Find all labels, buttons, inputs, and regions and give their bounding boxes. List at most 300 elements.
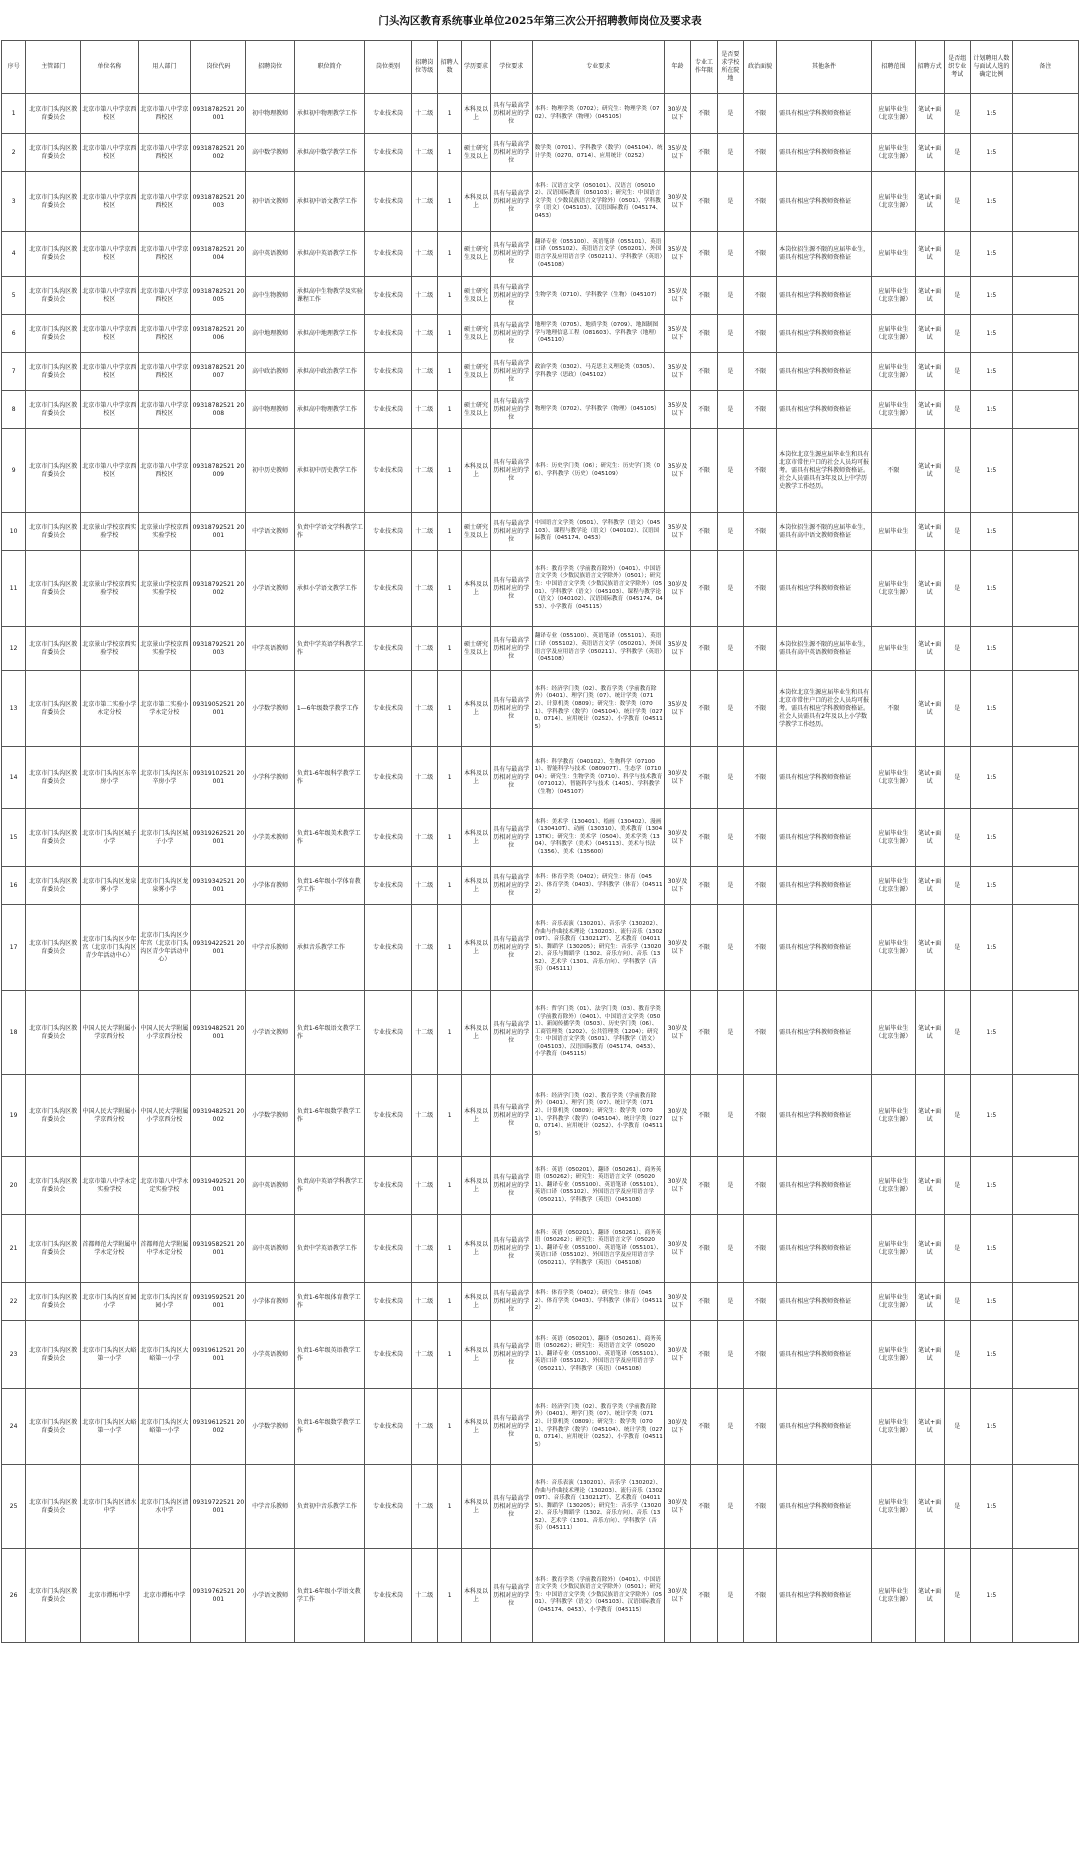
cell-other: 需具有相应学科教师资格证 [777, 1321, 872, 1389]
cell-years: 不限 [691, 1549, 717, 1643]
cell-intro: 承担高中地理教学工作 [294, 315, 364, 353]
cell-level: 十二级 [411, 232, 437, 277]
cell-other: 本岗位招生源不限的应届毕业生，需具有高中英语教师资格证 [777, 627, 872, 671]
cell-method: 笔试+面试 [915, 1389, 944, 1465]
cell-post: 小学语文教师 [246, 991, 294, 1075]
cell-age: 30岁及以下 [664, 1075, 690, 1157]
cell-scope: 应届毕业生（北京生源） [871, 391, 915, 429]
cell-degree: 具有与最高学历相对应的学位 [490, 905, 532, 991]
cell-ratio: 1:5 [970, 1389, 1012, 1465]
cell-intro: 承担高中政治教学工作 [294, 353, 364, 391]
cell-school: 是 [717, 513, 743, 551]
cell-user: 中国人民大学附属小学京西分校 [138, 991, 191, 1075]
cell-edu: 本科及以上 [462, 1321, 491, 1389]
cell-unit: 北京市第八中学京西校区 [81, 353, 138, 391]
cell-no: 4 [2, 232, 26, 277]
cell-code: 09318782521 20006 [191, 315, 246, 353]
cell-ratio: 1:5 [970, 747, 1012, 809]
cell-code: 09318782521 20001 [191, 94, 246, 134]
cell-age: 35岁及以下 [664, 277, 690, 315]
cell-pol: 不限 [744, 1283, 777, 1321]
cell-exam: 是 [944, 513, 970, 551]
cell-post: 小学数学教师 [246, 1075, 294, 1157]
cell-degree: 具有与最高学历相对应的学位 [490, 551, 532, 627]
cell-no: 7 [2, 353, 26, 391]
cell-age: 30岁及以下 [664, 172, 690, 232]
cell-cat: 专业技术岗 [365, 1215, 411, 1283]
cell-code: 09319262521 20001 [191, 809, 246, 867]
column-header: 招聘范围 [871, 41, 915, 94]
cell-no: 14 [2, 747, 26, 809]
cell-cat: 专业技术岗 [365, 277, 411, 315]
cell-edu: 硕士研究生及以上 [462, 232, 491, 277]
cell-scope: 不限 [871, 671, 915, 747]
cell-major: 政治学类（0302）、马克思主义理论类（0305）、学科教学（思政）（045102） [532, 353, 664, 391]
cell-degree: 具有与最高学历相对应的学位 [490, 429, 532, 513]
cell-method: 笔试+面试 [915, 1075, 944, 1157]
cell-unit: 北京市第八中学京西校区 [81, 315, 138, 353]
column-header: 年龄 [664, 41, 690, 94]
cell-user: 北京市第二实验小学永定分校 [138, 671, 191, 747]
cell-ratio: 1:5 [970, 1465, 1012, 1549]
cell-level: 十二级 [411, 1283, 437, 1321]
cell-cat: 专业技术岗 [365, 134, 411, 172]
cell-exam: 是 [944, 315, 970, 353]
cell-unit: 北京景山学校京西实验学校 [81, 513, 138, 551]
cell-exam: 是 [944, 1549, 970, 1643]
cell-unit: 北京市第八中学京西校区 [81, 429, 138, 513]
cell-exam: 是 [944, 551, 970, 627]
table-row [2, 1549, 1079, 1643]
cell-post: 中学音乐教师 [246, 905, 294, 991]
cell-degree: 具有与最高学历相对应的学位 [490, 1389, 532, 1465]
cell-school: 是 [717, 671, 743, 747]
cell-pol: 不限 [744, 94, 777, 134]
cell-pol: 不限 [744, 809, 777, 867]
cell-note [1012, 867, 1078, 905]
cell-pol: 不限 [744, 513, 777, 551]
cell-exam: 是 [944, 172, 970, 232]
cell-age: 35岁及以下 [664, 391, 690, 429]
cell-method: 笔试+面试 [915, 1215, 944, 1283]
cell-pol: 不限 [744, 905, 777, 991]
cell-years: 不限 [691, 747, 717, 809]
table-row [2, 809, 1079, 867]
cell-scope: 不限 [871, 429, 915, 513]
cell-major: 本科：经济学门类（02）、教育学类（学前教育除外）（0401）、理学门类（07）、统计学类（0712）、计算机类（0809）；研究生：数学类（0701）、学科教学（数学）（045104）、统计学类（0270、0714）、应用统计（0252）、小学教育（045115） [532, 1075, 664, 1157]
cell-exam: 是 [944, 429, 970, 513]
cell-years: 不限 [691, 315, 717, 353]
cell-scope: 应届毕业生（北京生源） [871, 1549, 915, 1643]
cell-school: 是 [717, 747, 743, 809]
cell-scope: 应届毕业生（北京生源） [871, 353, 915, 391]
cell-intro: 负责中学英语学科教学工作 [294, 627, 364, 671]
cell-pol: 不限 [744, 991, 777, 1075]
cell-pol: 不限 [744, 1075, 777, 1157]
cell-level: 十二级 [411, 277, 437, 315]
cell-post: 小学数学教师 [246, 1389, 294, 1465]
cell-other: 需具有相应学科教师资格证 [777, 1465, 872, 1549]
cell-cat: 专业技术岗 [365, 905, 411, 991]
cell-post: 小学体育教师 [246, 867, 294, 905]
cell-other: 需具有相应学科教师资格证 [777, 991, 872, 1075]
cell-degree: 具有与最高学历相对应的学位 [490, 277, 532, 315]
cell-code: 09319612521 20002 [191, 1389, 246, 1465]
cell-cat: 专业技术岗 [365, 1283, 411, 1321]
cell-method: 笔试+面试 [915, 1321, 944, 1389]
cell-intro: 负责1-6年级体育教学工作 [294, 1283, 364, 1321]
cell-method: 笔试+面试 [915, 1283, 944, 1321]
cell-count: 1 [438, 809, 462, 867]
column-header: 是否组织专业考试 [944, 41, 970, 94]
cell-level: 十二级 [411, 315, 437, 353]
cell-count: 1 [438, 353, 462, 391]
table-row [2, 551, 1079, 627]
cell-no: 11 [2, 551, 26, 627]
cell-count: 1 [438, 627, 462, 671]
cell-intro: 承担高中数学教学工作 [294, 134, 364, 172]
cell-edu: 本科及以上 [462, 867, 491, 905]
cell-cat: 专业技术岗 [365, 1389, 411, 1465]
column-header: 是否要求学校所在院地 [717, 41, 743, 94]
cell-cat: 专业技术岗 [365, 1465, 411, 1549]
cell-method: 笔试+面试 [915, 671, 944, 747]
cell-ratio: 1:5 [970, 94, 1012, 134]
cell-unit: 中国人民大学附属小学京西分校 [81, 1075, 138, 1157]
cell-cat: 专业技术岗 [365, 867, 411, 905]
cell-dept: 北京市门头沟区教育委员会 [26, 991, 81, 1075]
cell-count: 1 [438, 1215, 462, 1283]
cell-years: 不限 [691, 172, 717, 232]
cell-level: 十二级 [411, 1075, 437, 1157]
cell-user: 北京市门头沟区清水中学 [138, 1465, 191, 1549]
cell-user: 北京市第八中学京西校区 [138, 134, 191, 172]
cell-cat: 专业技术岗 [365, 513, 411, 551]
cell-years: 不限 [691, 867, 717, 905]
cell-cat: 专业技术岗 [365, 1321, 411, 1389]
column-header: 学历要求 [462, 41, 491, 94]
cell-dept: 北京市门头沟区教育委员会 [26, 1321, 81, 1389]
cell-no: 10 [2, 513, 26, 551]
cell-dept: 北京市门头沟区教育委员会 [26, 429, 81, 513]
cell-intro: 负责1-6年级数学教学工作 [294, 1389, 364, 1465]
cell-method: 笔试+面试 [915, 172, 944, 232]
cell-pol: 不限 [744, 1549, 777, 1643]
cell-scope: 应届毕业生（北京生源） [871, 172, 915, 232]
cell-years: 不限 [691, 671, 717, 747]
cell-unit: 北京市门头沟区育园小学 [81, 1283, 138, 1321]
cell-edu: 本科及以上 [462, 991, 491, 1075]
cell-code: 09319722521 20001 [191, 1465, 246, 1549]
column-header: 招聘岗位等级 [411, 41, 437, 94]
cell-intro: 1—6年级数学教学工作 [294, 671, 364, 747]
cell-no: 23 [2, 1321, 26, 1389]
cell-school: 是 [717, 1215, 743, 1283]
cell-degree: 具有与最高学历相对应的学位 [490, 1283, 532, 1321]
cell-level: 十二级 [411, 94, 437, 134]
cell-unit: 北京市门头沟区清水中学 [81, 1465, 138, 1549]
cell-note [1012, 671, 1078, 747]
cell-school: 是 [717, 429, 743, 513]
cell-edu: 硕士研究生及以上 [462, 134, 491, 172]
cell-school: 是 [717, 391, 743, 429]
cell-major: 中国语言文学类（0501）、学科教学（语文）（045103）、课程与教学论（语文）（040102）、汉语国际教育（045174、0453） [532, 513, 664, 551]
cell-count: 1 [438, 1283, 462, 1321]
column-header: 主管部门 [26, 41, 81, 94]
cell-level: 十二级 [411, 1215, 437, 1283]
cell-degree: 具有与最高学历相对应的学位 [490, 134, 532, 172]
cell-years: 不限 [691, 277, 717, 315]
cell-intro: 负责1-6年级英语教学工作 [294, 1321, 364, 1389]
cell-other: 需具有相应学科教师资格证 [777, 315, 872, 353]
cell-count: 1 [438, 1549, 462, 1643]
cell-dept: 北京市门头沟区教育委员会 [26, 905, 81, 991]
cell-intro: 负责1-6年级科学教学工作 [294, 747, 364, 809]
cell-note [1012, 315, 1078, 353]
cell-method: 笔试+面试 [915, 867, 944, 905]
cell-level: 十二级 [411, 1321, 437, 1389]
cell-post: 高中英语教师 [246, 1157, 294, 1215]
cell-method: 笔试+面试 [915, 391, 944, 429]
table-row [2, 172, 1079, 232]
cell-other: 需具有相应学科教师资格证 [777, 134, 872, 172]
cell-note [1012, 1283, 1078, 1321]
cell-method: 笔试+面试 [915, 277, 944, 315]
cell-method: 笔试+面试 [915, 134, 944, 172]
cell-post: 中学英语教师 [246, 627, 294, 671]
table-row [2, 1321, 1079, 1389]
cell-other: 本岗位招生源不限的应届毕业生，需具有相应学科教师资格证 [777, 232, 872, 277]
cell-unit: 北京市门头沟区大峪第一小学 [81, 1389, 138, 1465]
cell-pol: 不限 [744, 232, 777, 277]
cell-count: 1 [438, 315, 462, 353]
cell-code: 09319342521 20001 [191, 867, 246, 905]
cell-code: 09318782521 20003 [191, 172, 246, 232]
cell-pol: 不限 [744, 1321, 777, 1389]
cell-age: 30岁及以下 [664, 1549, 690, 1643]
cell-degree: 具有与最高学历相对应的学位 [490, 232, 532, 277]
cell-unit: 北京市第八中学京西校区 [81, 94, 138, 134]
cell-scope: 应届毕业生（北京生源） [871, 1215, 915, 1283]
cell-degree: 具有与最高学历相对应的学位 [490, 353, 532, 391]
cell-years: 不限 [691, 551, 717, 627]
column-header: 单位名称 [81, 41, 138, 94]
cell-dept: 北京市门头沟区教育委员会 [26, 671, 81, 747]
cell-exam: 是 [944, 1465, 970, 1549]
cell-method: 笔试+面试 [915, 513, 944, 551]
cell-note [1012, 1549, 1078, 1643]
cell-major: 本科：物理学类（0702）；研究生：物理学类（0702）、学科教学（物理）（045105） [532, 94, 664, 134]
cell-major: 翻译专业（055100）、英语笔译（055101）、英语口译（055102）、英语语言文学（050201）、外国语言学及应用语言学（050211）、学科教学（英语）（045108） [532, 627, 664, 671]
cell-note [1012, 1321, 1078, 1389]
cell-post: 高中政治教师 [246, 353, 294, 391]
cell-method: 笔试+面试 [915, 429, 944, 513]
cell-level: 十二级 [411, 134, 437, 172]
cell-school: 是 [717, 1075, 743, 1157]
cell-school: 是 [717, 991, 743, 1075]
cell-unit: 北京市潭柘中学 [81, 1549, 138, 1643]
cell-age: 30岁及以下 [664, 1157, 690, 1215]
cell-school: 是 [717, 232, 743, 277]
cell-intro: 承担初中历史教学工作 [294, 429, 364, 513]
cell-degree: 具有与最高学历相对应的学位 [490, 172, 532, 232]
cell-unit: 北京市第八中学京西校区 [81, 134, 138, 172]
cell-user: 北京市第八中学京西校区 [138, 232, 191, 277]
cell-pol: 不限 [744, 1465, 777, 1549]
cell-scope: 应届毕业生（北京生源） [871, 809, 915, 867]
cell-code: 09318792521 20003 [191, 627, 246, 671]
cell-school: 是 [717, 315, 743, 353]
table-row [2, 353, 1079, 391]
cell-method: 笔试+面试 [915, 551, 944, 627]
cell-dept: 北京市门头沟区教育委员会 [26, 172, 81, 232]
cell-exam: 是 [944, 905, 970, 991]
cell-edu: 硕士研究生及以上 [462, 513, 491, 551]
cell-note [1012, 627, 1078, 671]
cell-age: 30岁及以下 [664, 1283, 690, 1321]
cell-no: 1 [2, 94, 26, 134]
cell-level: 十二级 [411, 747, 437, 809]
cell-unit: 北京景山学校京西实验学校 [81, 551, 138, 627]
cell-ratio: 1:5 [970, 134, 1012, 172]
cell-user: 北京景山学校京西实验学校 [138, 551, 191, 627]
cell-scope: 应届毕业生（北京生源） [871, 991, 915, 1075]
cell-major: 本科：科学教育（040102）、生物科学（071001）、智能科学与技术（080907T）、生态学（071004）；研究生：生物学类（0710）、科学与技术教育（071012）、智能科学与技术（1405）、学科教学（生物）（045107） [532, 747, 664, 809]
column-header: 招聘人数 [438, 41, 462, 94]
cell-exam: 是 [944, 134, 970, 172]
cell-code: 09319482521 20001 [191, 991, 246, 1075]
cell-other: 本岗位招生源不限的应届毕业生，需具有高中语文教师资格证 [777, 513, 872, 551]
table-row [2, 1075, 1079, 1157]
cell-count: 1 [438, 671, 462, 747]
cell-age: 35岁及以下 [664, 671, 690, 747]
cell-dept: 北京市门头沟区教育委员会 [26, 353, 81, 391]
cell-dept: 北京市门头沟区教育委员会 [26, 1465, 81, 1549]
cell-age: 35岁及以下 [664, 232, 690, 277]
cell-unit: 首都师范大学附属中学永定分校 [81, 1215, 138, 1283]
cell-age: 30岁及以下 [664, 867, 690, 905]
cell-post: 中学语文教师 [246, 513, 294, 551]
cell-edu: 本科及以上 [462, 747, 491, 809]
cell-exam: 是 [944, 391, 970, 429]
cell-major: 本科：英语（050201）、翻译（050261）、商务英语（050262）；研究生：英语语言文学（050201）、翻译专业（055100）、英语笔译（055101）、英语口译（055102）、外国语言学及应用语言学（050211）、学科教学（英语）（045108） [532, 1321, 664, 1389]
cell-scope: 应届毕业生（北京生源） [871, 94, 915, 134]
cell-pol: 不限 [744, 627, 777, 671]
table-row [2, 1157, 1079, 1215]
cell-years: 不限 [691, 513, 717, 551]
cell-scope: 应届毕业生（北京生源） [871, 1321, 915, 1389]
cell-degree: 具有与最高学历相对应的学位 [490, 1157, 532, 1215]
cell-method: 笔试+面试 [915, 353, 944, 391]
cell-school: 是 [717, 1321, 743, 1389]
cell-unit: 北京市第八中学京西校区 [81, 232, 138, 277]
cell-note [1012, 1157, 1078, 1215]
cell-intro: 负责初中音乐教学工作 [294, 1465, 364, 1549]
cell-level: 十二级 [411, 1549, 437, 1643]
cell-degree: 具有与最高学历相对应的学位 [490, 1075, 532, 1157]
table-row [2, 134, 1079, 172]
cell-count: 1 [438, 551, 462, 627]
cell-age: 30岁及以下 [664, 905, 690, 991]
cell-note [1012, 551, 1078, 627]
cell-edu: 本科及以上 [462, 1157, 491, 1215]
cell-scope: 应届毕业生（北京生源） [871, 1389, 915, 1465]
table-row [2, 429, 1079, 513]
cell-major: 生物学类（0710）、学科教学（生物）（045107） [532, 277, 664, 315]
cell-ratio: 1:5 [970, 1075, 1012, 1157]
cell-count: 1 [438, 747, 462, 809]
cell-user: 北京市第八中学京西校区 [138, 353, 191, 391]
cell-other: 需具有相应学科教师资格证 [777, 1549, 872, 1643]
cell-exam: 是 [944, 1215, 970, 1283]
cell-code: 09319582521 20001 [191, 1215, 246, 1283]
cell-school: 是 [717, 1465, 743, 1549]
cell-no: 2 [2, 134, 26, 172]
cell-method: 笔试+面试 [915, 1157, 944, 1215]
cell-level: 十二级 [411, 867, 437, 905]
cell-note [1012, 991, 1078, 1075]
cell-pol: 不限 [744, 429, 777, 513]
cell-years: 不限 [691, 1321, 717, 1389]
recruitment-table [1, 40, 1079, 1643]
cell-pol: 不限 [744, 747, 777, 809]
cell-other: 需具有相应学科教师资格证 [777, 391, 872, 429]
cell-count: 1 [438, 1389, 462, 1465]
cell-note [1012, 277, 1078, 315]
cell-major: 本科：汉语言文学（050101）、汉语言（050102）、汉语国际教育（050103）；研究生：中国语言文学类（少数民族语言文学除外）（0501）、学科教学（语文）（045103）、汉语国际教育（045174、0453） [532, 172, 664, 232]
cell-unit: 北京市门头沟区龙泉雾小学 [81, 867, 138, 905]
column-header: 序号 [2, 41, 26, 94]
cell-user: 北京市门头沟区城子小学 [138, 809, 191, 867]
cell-user: 北京市第八中学京西校区 [138, 277, 191, 315]
cell-school: 是 [717, 1157, 743, 1215]
cell-intro: 负责1-6年级语文教学工作 [294, 991, 364, 1075]
cell-code: 09318782521 20007 [191, 353, 246, 391]
cell-level: 十二级 [411, 1157, 437, 1215]
cell-method: 笔试+面试 [915, 991, 944, 1075]
cell-code: 09318782521 20005 [191, 277, 246, 315]
cell-age: 30岁及以下 [664, 94, 690, 134]
cell-age: 30岁及以下 [664, 1321, 690, 1389]
cell-intro: 负责高中英语学科教学工作 [294, 1157, 364, 1215]
column-header: 计划聘用人数与面试人选的确定比例 [970, 41, 1012, 94]
cell-edu: 硕士研究生及以上 [462, 391, 491, 429]
cell-count: 1 [438, 391, 462, 429]
cell-edu: 硕士研究生及以上 [462, 315, 491, 353]
cell-cat: 专业技术岗 [365, 747, 411, 809]
cell-note [1012, 429, 1078, 513]
cell-school: 是 [717, 1283, 743, 1321]
cell-no: 21 [2, 1215, 26, 1283]
cell-post: 小学科学教师 [246, 747, 294, 809]
cell-unit: 北京市第二实验小学永定分校 [81, 671, 138, 747]
cell-school: 是 [717, 905, 743, 991]
cell-scope: 应届毕业生（北京生源） [871, 134, 915, 172]
cell-dept: 北京市门头沟区教育委员会 [26, 513, 81, 551]
cell-degree: 具有与最高学历相对应的学位 [490, 671, 532, 747]
cell-age: 35岁及以下 [664, 353, 690, 391]
cell-user: 北京景山学校京西实验学校 [138, 627, 191, 671]
cell-edu: 本科及以上 [462, 551, 491, 627]
cell-note [1012, 391, 1078, 429]
cell-count: 1 [438, 277, 462, 315]
cell-cat: 专业技术岗 [365, 551, 411, 627]
cell-exam: 是 [944, 991, 970, 1075]
cell-age: 35岁及以下 [664, 315, 690, 353]
cell-ratio: 1:5 [970, 1321, 1012, 1389]
cell-method: 笔试+面试 [915, 232, 944, 277]
cell-pol: 不限 [744, 1215, 777, 1283]
